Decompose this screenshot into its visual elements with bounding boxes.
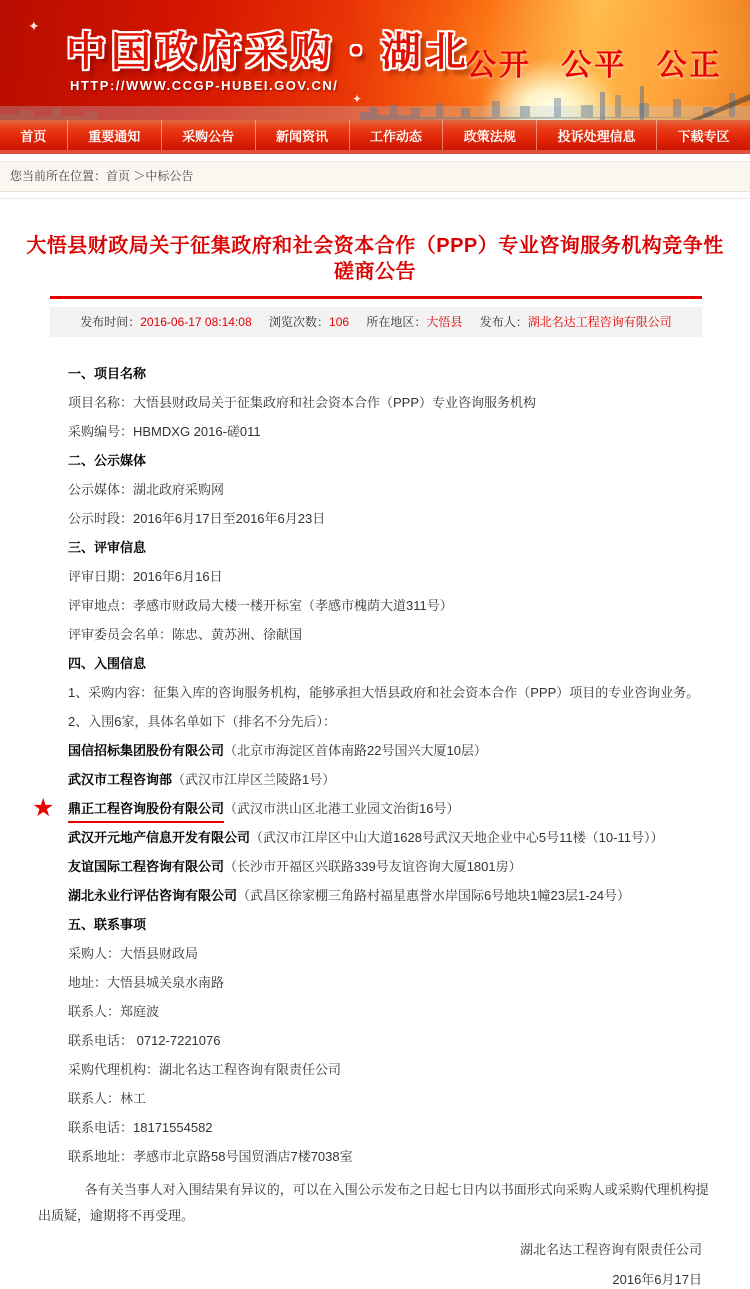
body-paragraph: 项目名称：大悟县财政局关于征集政府和社会资本合作（PPP）专业咨询服务机构 [68, 395, 537, 410]
body-paragraph: 公示媒体：湖北政府采购网 [68, 482, 225, 497]
company-address: （武汉市江岸区中山大道1628号武汉天地企业中心5号11楼（10-11号）） [250, 830, 664, 845]
body-paragraph: 联系电话： 0712-7221076 [68, 1033, 221, 1048]
section-heading: 四、入围信息 [68, 656, 147, 671]
breadcrumb-current-link[interactable]: 中标公告 [145, 169, 194, 183]
company-name: 武汉开元地产信息开发有限公司 [68, 830, 251, 845]
body-paragraph: 联系地址：孝感市北京路58号国贸酒店7楼7038室 [68, 1149, 353, 1164]
company-item [68, 858, 710, 876]
nav-item-0[interactable]: 首页 [0, 120, 68, 150]
body-paragraph: 联系电话：18171554582 [68, 1120, 213, 1135]
star-icon: ★ [32, 794, 55, 822]
breadcrumb-separator: ＞ [133, 169, 146, 183]
sparkle-icon: ✦ [28, 18, 40, 34]
company-item [32, 794, 710, 822]
article-card [0, 198, 750, 1289]
company-address: （武汉市洪山区北港工业园文治街16号） [224, 801, 460, 816]
nav-item-7[interactable]: 下载专区 [677, 128, 730, 144]
site-banner [0, 0, 750, 120]
nav-item-2[interactable]: 采购公告 [162, 120, 256, 150]
body-paragraph: 地址：大悟县城关泉水南路 [68, 975, 225, 990]
sparkle-icon: ✦ [352, 92, 363, 106]
body-paragraph: 联系人：郑庭波 [68, 1004, 160, 1019]
company-name: 湖北永业行评估咨询有限公司 [68, 888, 238, 903]
city-skyline-image [0, 76, 750, 120]
body-paragraph: 评审日期：2016年6月16日 [68, 569, 223, 584]
body-paragraph: 评审委员会名单：陈忠、黄苏洲、徐献国 [68, 627, 303, 642]
signature-line: 2016年6月17日 [612, 1272, 702, 1287]
company-name: 武汉市工程咨询部 [68, 772, 173, 787]
breadcrumb-prefix: 您当前所在位置： [10, 169, 107, 183]
body-paragraph: 评审地点：孝感市财政局大楼一楼开标室（孝感市槐荫大道311号） [68, 598, 453, 613]
nav-item-4[interactable]: 工作动态 [350, 120, 444, 150]
main-nav [0, 120, 750, 150]
breadcrumb [0, 161, 750, 192]
publisher-value: 湖北名达工程咨询有限公司 [527, 315, 672, 329]
company-address: （长沙市开福区兴联路339号友谊咨询大厦1801房） [224, 859, 522, 874]
company-address: （武昌区徐家棚三角路村福星惠誉水岸国际6号地块1幢23层1-24号） [237, 888, 630, 903]
body-paragraph: 采购编号：HBMDXG 2016-磋011 [68, 424, 261, 439]
company-name: 鼎正工程咨询股份有限公司 [68, 801, 224, 823]
publish-time-value: 2016-06-17 08:14:08 [140, 315, 252, 329]
company-item [68, 887, 710, 905]
site-logo[interactable]: 中国政府采购・湖北 [66, 30, 471, 74]
section-heading: 一、项目名称 [68, 366, 147, 381]
body-paragraph: 1、采购内容：征集入库的咨询服务机构，能够承担大悟县政府和社会资本合作（PPP）项目的专业咨询业务。 [68, 685, 700, 700]
company-name: 友谊国际工程咨询有限公司 [68, 859, 225, 874]
nav-item-3[interactable]: 新闻资讯 [256, 120, 350, 150]
views-value: 106 [329, 315, 350, 329]
nav-item-6[interactable]: 投诉处理信息 [537, 120, 657, 150]
title-divider [50, 296, 702, 299]
nav-bottom-strip [0, 150, 750, 154]
company-address: （武汉市江岸区兰陵路1号） [172, 772, 336, 787]
region-value: 大悟县 [426, 315, 463, 329]
banner-slogan: 公开 公平 公正 [466, 49, 723, 82]
breadcrumb-home-link[interactable]: 首页 [106, 169, 131, 183]
article-meta-bar [50, 307, 702, 337]
company-name: 国信招标集团股份有限公司 [68, 743, 225, 758]
section-heading: 二、公示媒体 [68, 453, 147, 468]
publish-time-label: 发布时间： [80, 315, 141, 329]
body-paragraph: 联系人：林工 [68, 1091, 147, 1106]
publisher-label: 发布人： [479, 315, 528, 329]
company-item [68, 771, 710, 789]
body-paragraph: 各有关当事人对入围结果有异议的，可以在入围公示发布之日起七日内以书面形式向采购人或采购代理机构提出质疑，逾期将不再受理。 [38, 1182, 709, 1223]
body-paragraph: 公示时段：2016年6月17日至2016年6月23日 [68, 511, 326, 526]
nav-item-1[interactable]: 重要通知 [68, 120, 162, 150]
body-paragraph: 2、入围6家，具体名单如下（排名不分先后）： [68, 714, 336, 729]
section-heading: 三、评审信息 [68, 540, 147, 555]
body-paragraph: 采购代理机构：湖北名达工程咨询有限责任公司 [68, 1062, 342, 1077]
section-heading: 五、联系事项 [68, 917, 147, 932]
company-address: （北京市海淀区首体南路22号国兴大厦10层） [224, 743, 487, 758]
company-item [68, 829, 710, 847]
views-label: 浏览次数： [269, 315, 330, 329]
signature-line: 湖北名达工程咨询有限责任公司 [519, 1242, 702, 1257]
site-url-text: HTTP://WWW.CCGP-HUBEI.GOV.CN/ [70, 78, 339, 93]
page-title: 大悟县财政局关于征集政府和社会资本合作（PPP）专业咨询服务机构竞争性磋商公告 [26, 235, 724, 283]
region-label: 所在地区： [366, 315, 427, 329]
body-paragraph: 采购人：大悟县财政局 [68, 946, 199, 961]
article-body [0, 337, 750, 1289]
company-item [68, 742, 710, 760]
nav-item-5[interactable]: 政策法规 [443, 120, 537, 150]
